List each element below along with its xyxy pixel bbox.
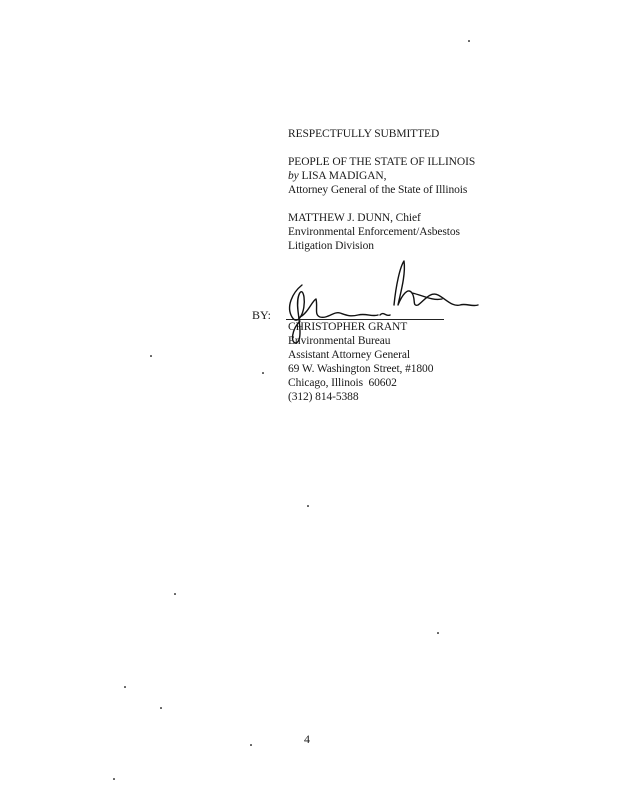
division-chief: MATTHEW J. DUNN, Chief — [288, 212, 421, 224]
signer-street-address: 69 W. Washington Street, #1800 — [288, 363, 434, 375]
scan-speck — [307, 505, 309, 507]
scan-speck — [437, 632, 439, 634]
scan-speck — [468, 40, 470, 42]
page-number: 4 — [304, 732, 310, 746]
scan-speck — [262, 372, 264, 374]
signer-name: CHRISTOPHER GRANT — [288, 321, 408, 333]
scan-speck — [124, 686, 126, 688]
signer-phone: (312) 814-5388 — [288, 391, 359, 403]
scan-speck — [113, 778, 115, 780]
by-label: BY: — [252, 308, 271, 322]
scan-speck — [250, 744, 252, 746]
signer-bureau: Environmental Bureau — [288, 335, 391, 347]
attorney-general-name: LISA MADIGAN, — [301, 170, 387, 182]
division-name-line1: Environmental Enforcement/Asbestos — [288, 226, 460, 238]
by-prefix: by — [288, 170, 299, 182]
scan-speck — [150, 355, 152, 357]
scan-speck — [160, 707, 162, 709]
attorney-general-line — [288, 169, 386, 183]
signer-title: Assistant Attorney General — [288, 349, 410, 361]
division-name-line2: Litigation Division — [288, 240, 374, 252]
scan-speck — [174, 593, 176, 595]
submission-heading: RESPECTFULLY SUBMITTED — [288, 128, 440, 140]
attorney-general-title: Attorney General of the State of Illinois — [288, 184, 468, 196]
party-name: PEOPLE OF THE STATE OF ILLINOIS — [288, 156, 476, 168]
signer-city: Chicago, Illinois 60602 — [288, 377, 397, 389]
